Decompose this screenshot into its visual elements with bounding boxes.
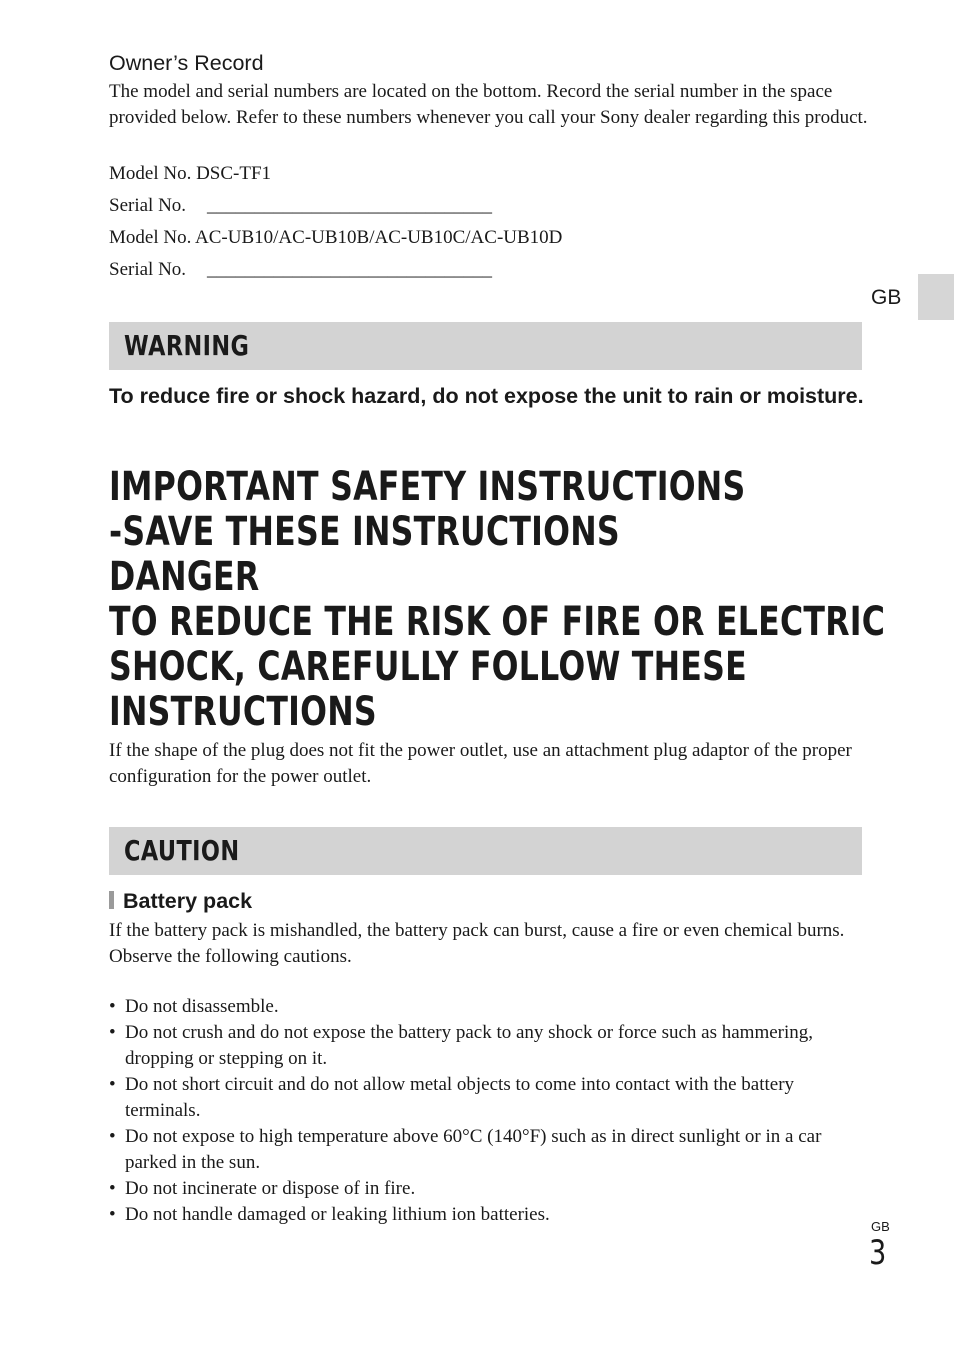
important-heading-line: INSTRUCTIONS bbox=[109, 689, 377, 735]
battery-pack-title: Battery pack bbox=[123, 889, 253, 913]
owners-record-title: Owner’s Record bbox=[109, 51, 264, 75]
list-item: • Do not short circuit and do not allow metal objects to come into contact with the battery terminals. bbox=[109, 1072, 869, 1124]
list-item: • Do not handle damaged or leaking lithium ion batteries. bbox=[109, 1202, 869, 1228]
serial-label: Serial No. bbox=[109, 259, 187, 280]
footer-region-label: GB bbox=[871, 1219, 890, 1234]
battery-caution-list bbox=[109, 994, 869, 1228]
section-marker-bar bbox=[109, 891, 114, 909]
list-item: • Do not disassemble. bbox=[109, 994, 869, 1020]
owners-record-body: The model and serial numbers are located on the bottom. Record the serial number in the space provided below. Refer to these numbers whenever you call your Sony dealer regarding this product. bbox=[109, 81, 868, 128]
important-heading-line: DANGER bbox=[109, 554, 260, 600]
serial-blank: ______________________________ bbox=[207, 195, 492, 216]
list-item: • Do not expose to high temperature above 60°C (140°F) such as in direct sunlight or in a car parked in the sun. bbox=[109, 1124, 869, 1176]
serial-number-line-camera bbox=[109, 193, 492, 219]
important-heading-line: IMPORTANT SAFETY INSTRUCTIONS bbox=[109, 464, 746, 510]
model-number-adaptor: Model No. AC-UB10/AC-UB10B/AC-UB10C/AC-UB10D bbox=[109, 227, 563, 248]
caution-heading: CAUTION bbox=[124, 834, 240, 867]
important-heading-line: -SAVE THESE INSTRUCTIONS bbox=[109, 509, 620, 555]
serial-number-line-adaptor bbox=[109, 257, 492, 283]
battery-pack-text: If the battery pack is mishandled, the battery pack can burst, cause a fire or even chemical burns. Observe the following cautions. bbox=[109, 920, 845, 967]
list-item: • Do not crush and do not expose the battery pack to any shock or force such as hammering, dropping or stepping on it. bbox=[109, 1020, 869, 1072]
warning-heading: WARNING bbox=[124, 329, 250, 362]
serial-blank: ______________________________ bbox=[207, 259, 492, 280]
serial-label: Serial No. bbox=[109, 195, 187, 216]
plug-adaptor-text: If the shape of the plug does not fit the power outlet, use an attachment plug adaptor of the proper configuration for the power outlet. bbox=[109, 740, 852, 787]
side-tab-label: GB bbox=[871, 286, 902, 309]
caution-banner bbox=[109, 827, 862, 875]
warning-banner bbox=[109, 322, 862, 370]
list-item: • Do not incinerate or dispose of in fire. bbox=[109, 1176, 869, 1202]
important-heading-line: SHOCK, CAREFULLY FOLLOW THESE bbox=[109, 644, 747, 690]
warning-text: To reduce fire or shock hazard, do not expose the unit to rain or moisture. bbox=[109, 384, 864, 408]
important-heading-line: TO REDUCE THE RISK OF FIRE OR ELECTRIC bbox=[109, 599, 886, 645]
page-number: 3 bbox=[869, 1233, 887, 1273]
side-tab-marker bbox=[918, 274, 954, 320]
model-number-camera: Model No. DSC-TF1 bbox=[109, 163, 272, 184]
